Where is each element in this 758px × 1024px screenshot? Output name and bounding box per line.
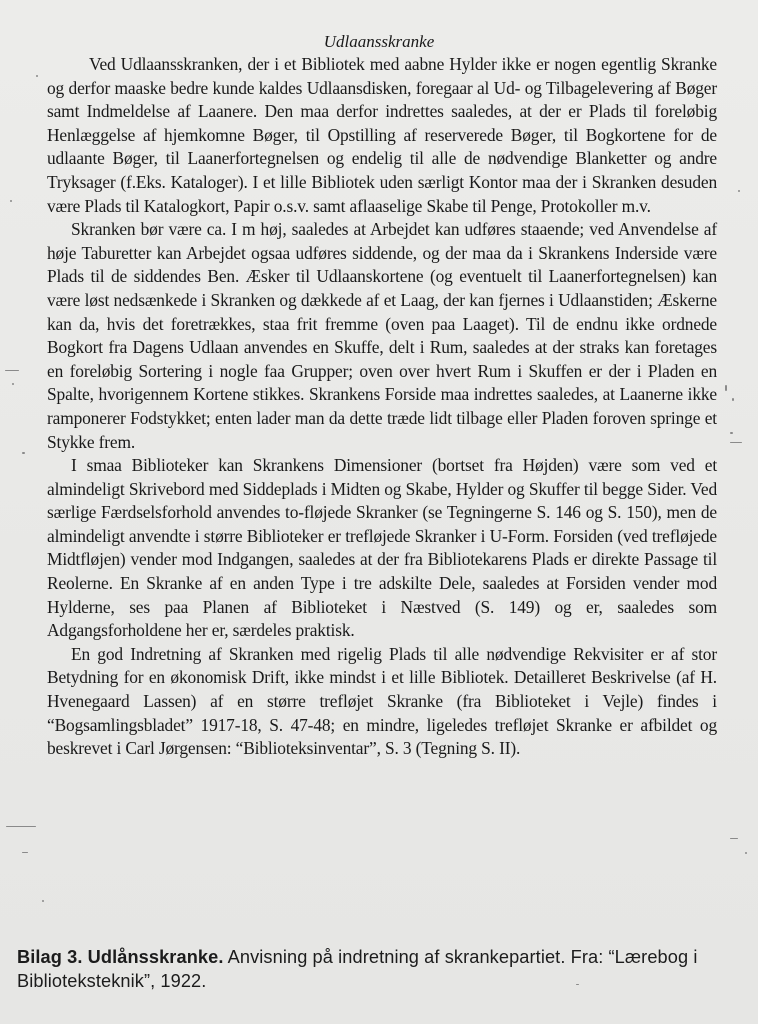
scan-speck: [745, 852, 747, 854]
scan-speck: [738, 190, 740, 192]
scan-speck: [730, 838, 738, 839]
scan-speck: [732, 398, 734, 401]
scan-speck: [730, 432, 733, 434]
scan-speck: [10, 200, 12, 202]
scan-speck: [42, 900, 44, 902]
scan-speck: [36, 75, 38, 77]
scan-speck: [725, 385, 727, 391]
paragraph-3: I smaa Biblioteker kan Skrankens Dimensioner (bortset fra Højden) være som ved et almindeligt Skrivebord med Siddeplads i Midten og Skabe, Hylder og Skuffer til begge Sider. Ved særlige Færdselsforhold anvendes to-fløjede Skranker (se Tegningerne S. 146 og S. 150), men de almindeligt anvendte i større Biblioteker er trefløjede Skranker i U-Form. Forsiden (ved trefløjede Midtfløjen) vender mod Indgangen, saaledes at der fra Bibliotekarens Plads er direkte Passage til Reolerne. En Skranke af en anden Type i tre adskilte Dele, saaledes at Forsiden vender mod Hylderne, ses paa Planen af Biblioteket i Næstved (S. 149) og er, saaledes som Adgangsforholdene her er, særdeles praktisk.: [47, 455, 717, 641]
scan-speck: [6, 826, 36, 827]
scan-speck: [576, 984, 579, 985]
paragraph-4: En god Indretning af Skranken med rigelig Plads til alle nødvendige Rekvisiter er af stor Betydning for en økonomisk Drift, ikke mindst i et lille Bibliotek. Detailleret Beskrivelse (af H. Hvenegaard Lassen) af en større trefløjet Skranke (fra Biblioteket i Vejle) findes i “Bogsamlingsbladet” 1917-18, S. 47-48; en mindre, ligeledes trefløjet Skranke er afbildet og beskrevet i Carl Jørgensen: “Biblioteksinventar”, S. 3 (Tegning S. II).: [47, 643, 717, 759]
document-title: Udlaansskranke: [323, 32, 435, 51]
caption-text: Anvisning på indretning af skrankepartiet. Fra: “Lærebog i Biblioteksteknik”, 1922.: [17, 947, 698, 991]
paragraph-1: Ved Udlaansskranken, der i et Bibliotek med aabne Hylder ikke er nogen egentlig Skranke og derfor maaske bedre kunde kaldes Udlaansdisken, foregaar al Ud- og Tilbagelevering af Bøger samt Indmeldelse af Laanere. Den maa derfor indrettes saaledes, at der er Plads til foreløbig Henlæggelse af hjemkomne Bøger, til Opstilling af reserverede Bøger, til Bogkortene for de udlaante Bøger, til Laanerfortegnelsen og endelig til alle de nødvendige Blanketter og andre Tryksager (f.Eks. Kataloger). I et lille Bibliotek uden særligt Kontor maa der i Skranken desuden være Plads til Katalogkort, Papir o.s.v. samt aflaaselige Skabe til Penge, Protokoller m.v.: [47, 54, 717, 216]
scan-speck: [22, 852, 28, 853]
caption-label: Bilag 3. Udlånsskranke.: [17, 947, 224, 967]
document-body: [47, 53, 717, 761]
scan-speck: [730, 442, 742, 443]
scan-speck: [22, 452, 25, 454]
scan-speck: [12, 383, 14, 385]
paragraph-2: Skranken bør være ca. I m høj, saaledes at Arbejdet kan udføres staaende; ved Anvendelse af høje Taburetter kan Arbejdet ogsaa udføres siddende, og der maa da i Skrankens Inderside være Plads til de siddendes Ben. Æsker til Udlaanskortene (og eventuelt til Laanerfortegnelsen) kan være løst nedsænkede i Skranken og dækkede af et Laag, der kan fjernes i Udlaanstiden; Æskerne kan da, hvis det foretrækkes, staa frit fremme (oven paa Laaget). Til de endnu ikke ordnede Bogkort fra Dagens Udlaan anvendes en Skuffe, delt i Rum, saaledes at der straks kan foretages en foreløbig Sortering i nogle faa Grupper; oven over hvert Rum i Skuffen er der i Pladen en Spalte, hvorigennem Kortene stikkes. Skrankens Forside maa indrettes saaledes, at Laanerne ikke ramponerer Fodstykket; enten lader man da dette træde lidt tilbage eller Pladen foroven springe et Stykke frem.: [47, 219, 717, 452]
figure-caption: [17, 945, 745, 993]
scan-speck: [5, 370, 19, 371]
